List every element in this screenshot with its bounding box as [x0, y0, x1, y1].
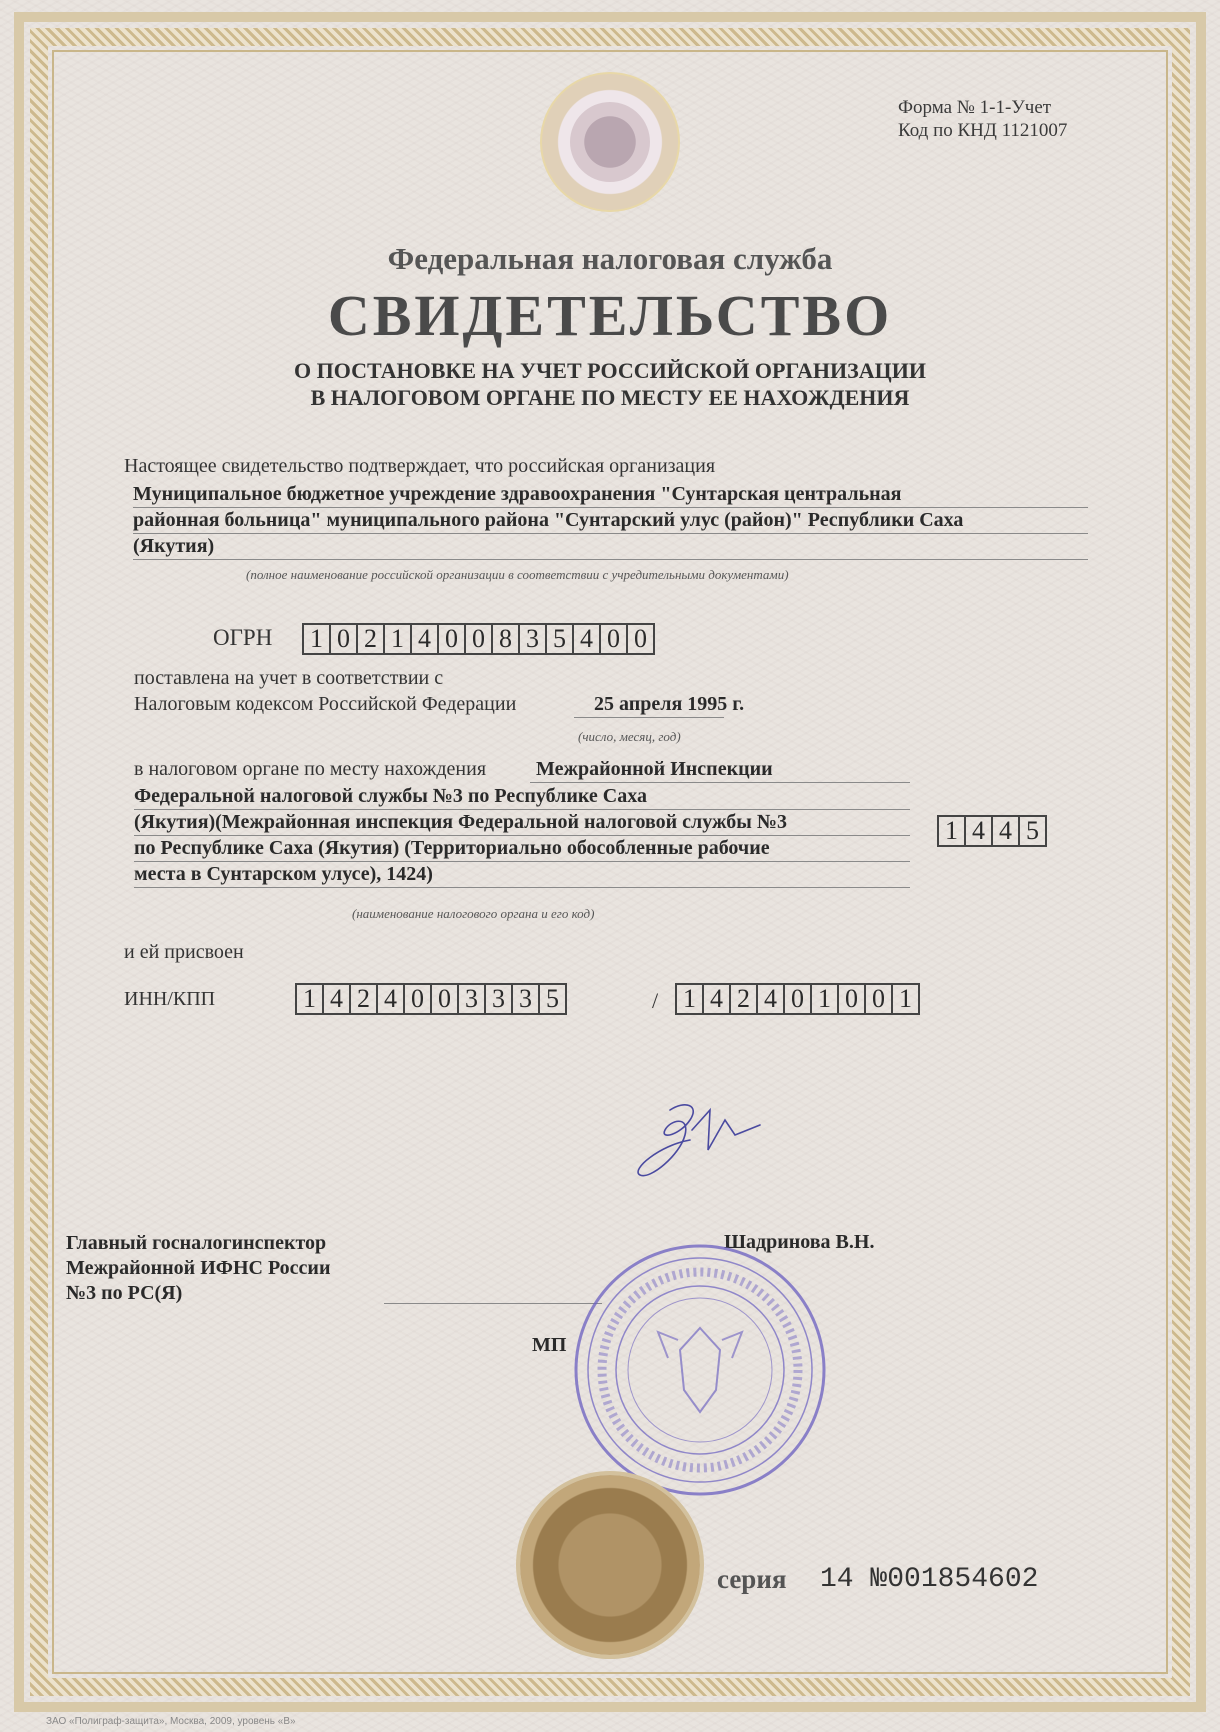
tax-office-code-digit: 1	[939, 817, 966, 845]
org-name-line-1: Муниципальное бюджетное учреждение здравоохранения "Сунтарская центральная	[133, 483, 902, 505]
registration-line-2: Налоговым кодексом Российской Федерации	[134, 693, 517, 715]
inn-kpp-label: ИНН/КПП	[124, 988, 216, 1010]
date-caption: (число, месяц, год)	[578, 729, 681, 744]
inn-digit: 3	[459, 985, 486, 1013]
inn-value	[295, 983, 567, 1015]
tax-office-code-digit: 4	[966, 817, 993, 845]
org-intro: Настоящее свидетельство подтверждает, что российская организация	[124, 455, 716, 477]
ogrn-digit: 0	[331, 625, 358, 653]
series-number: 14 №001854602	[820, 1564, 1039, 1595]
signatory-position	[66, 1231, 330, 1306]
ogrn-digit: 4	[412, 625, 439, 653]
tax-office-caption: (наименование налогового органа и его код)	[352, 906, 595, 921]
form-number-line: Форма № 1-1-Учет	[898, 97, 1052, 118]
hologram-emblem-icon	[540, 72, 680, 212]
kpp-digit: 0	[785, 985, 812, 1013]
kpp-digit: 1	[899, 984, 912, 1013]
tax-office-code-digit: 4	[993, 817, 1020, 845]
stamp-place-label: МП	[532, 1334, 567, 1356]
tax-office-line-1: Межрайонной Инспекции	[536, 758, 773, 780]
ogrn-digit: 0	[634, 624, 647, 653]
position-line-3: №3 по РС(Я)	[66, 1282, 183, 1304]
kpp-value	[675, 983, 920, 1015]
document-subtitle	[0, 357, 1220, 411]
tax-office-line-3: (Якутия)(Межрайонная инспекция Федеральной налоговой службы №3	[134, 811, 787, 833]
inn-digit: 4	[378, 985, 405, 1013]
tax-office-intro: в налоговом органе по месту нахождения	[134, 758, 487, 780]
registration-line-1: поставлена на учет в соответствии с	[134, 667, 444, 689]
signature-icon	[630, 1090, 790, 1200]
gold-seal-icon	[520, 1475, 700, 1655]
inn-digit: 2	[351, 985, 378, 1013]
inn-digit: 3	[513, 985, 540, 1013]
ogrn-digit: 2	[358, 625, 385, 653]
inn-kpp-separator: /	[652, 988, 659, 1013]
agency-name: Федеральная налоговая служба	[387, 241, 833, 276]
tax-office-line-2: Федеральной налоговой службы №3 по Республике Саха	[134, 785, 647, 807]
subtitle-line-1: О ПОСТАНОВКЕ НА УЧЕТ РОССИЙСКОЙ ОРГАНИЗАЦИИ	[294, 358, 926, 383]
inn-digit: 3	[486, 985, 513, 1013]
ogrn-digit: 8	[493, 625, 520, 653]
inn-digit: 0	[405, 985, 432, 1013]
inn-digit: 0	[432, 985, 459, 1013]
subtitle-line-2: В НАЛОГОВОМ ОРГАНЕ ПО МЕСТУ ЕЕ НАХОЖДЕНИЯ	[310, 385, 910, 410]
kpp-digit: 2	[731, 985, 758, 1013]
ogrn-digit: 0	[466, 625, 493, 653]
kpp-digit: 4	[758, 985, 785, 1013]
ogrn-digit: 5	[547, 625, 574, 653]
ogrn-value	[302, 623, 655, 655]
kpp-digit: 1	[812, 985, 839, 1013]
signatory-name: Шадринова В.Н.	[724, 1231, 875, 1253]
tax-office-line-5: места в Сунтарском улусе), 1424)	[134, 863, 433, 885]
ogrn-label: ОГРН	[213, 625, 273, 650]
inn-digit: 5	[546, 984, 559, 1013]
ogrn-digit: 1	[304, 625, 331, 653]
page-title: СВИДЕТЕЛЬСТВО	[327, 283, 893, 348]
kpp-digit: 0	[866, 985, 893, 1013]
series-label: серия	[717, 1564, 787, 1594]
tax-office-code-digit: 5	[1026, 816, 1039, 845]
registration-date: 25 апреля 1995 г.	[594, 693, 745, 715]
kpp-digit: 0	[839, 985, 866, 1013]
knd-code-line: Код по КНД 1121007	[898, 120, 1068, 141]
ogrn-digit: 4	[574, 625, 601, 653]
assigned-text: и ей присвоен	[124, 941, 244, 963]
inn-digit: 4	[324, 985, 351, 1013]
position-line-1: Главный госналогинспектор	[66, 1232, 327, 1254]
position-line-2: Межрайонной ИФНС России	[66, 1257, 331, 1279]
ogrn-digit: 0	[601, 625, 628, 653]
printer-imprint: ЗАО «Полиграф-защита», Москва, 2009, уровень «В»	[46, 1716, 296, 1727]
org-name-line-2: районная больница" муниципального района "Сунтарский улус (район)" Республики Саха	[133, 509, 964, 531]
ogrn-digit: 1	[385, 625, 412, 653]
official-stamp-icon	[570, 1240, 830, 1500]
org-caption: (полное наименование российской организации в соответствии с учредительными документами)	[246, 567, 789, 582]
org-name-line-3: (Якутия)	[133, 535, 215, 557]
ogrn-digit: 0	[439, 625, 466, 653]
tax-office-code	[937, 815, 1047, 847]
ogrn-digit: 3	[520, 625, 547, 653]
form-number	[898, 96, 1067, 142]
kpp-digit: 4	[704, 985, 731, 1013]
kpp-digit: 1	[677, 985, 704, 1013]
tax-office-line-4: по Республике Саха (Якутия) (Территориально обособленные рабочие	[134, 837, 770, 859]
inn-digit: 1	[297, 985, 324, 1013]
